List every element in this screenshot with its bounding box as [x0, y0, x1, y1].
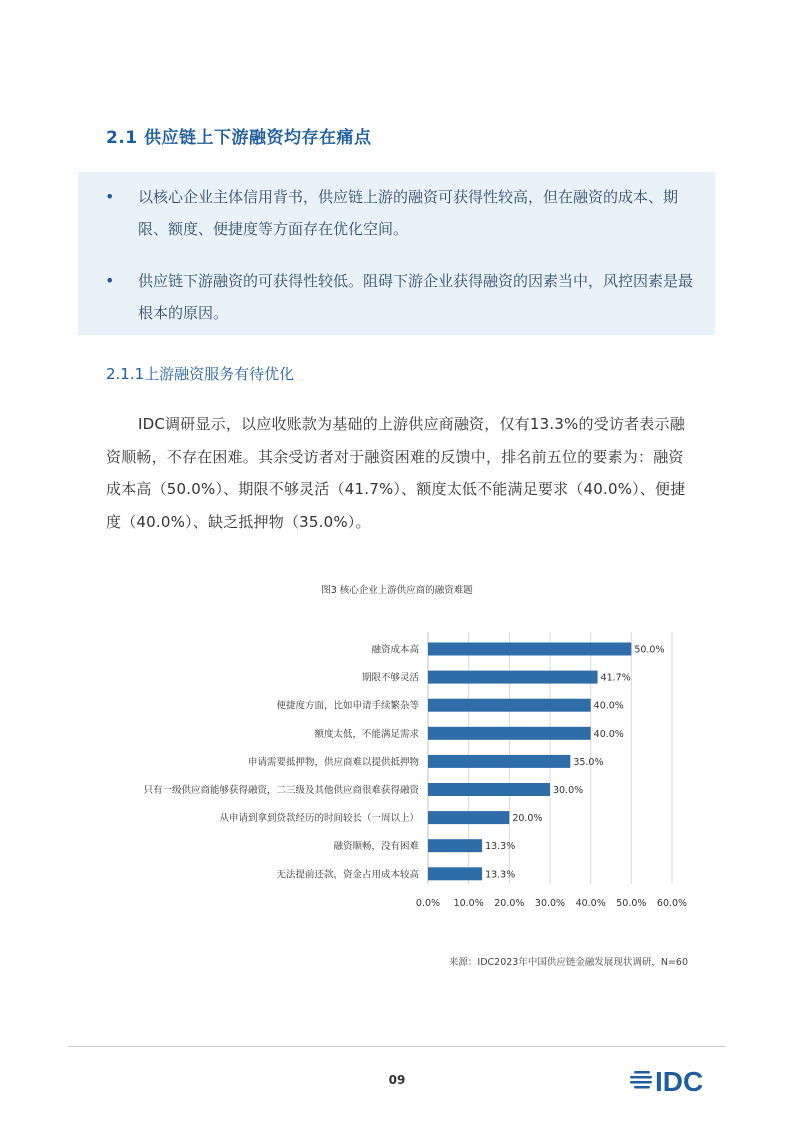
x-tick-label: 50.0% — [616, 898, 647, 909]
bar-chart — [0, 620, 794, 920]
key-point-2: 供应链下游融资的可获得性较低。阻碍下游企业获得融资的因素当中，风控因素是最根本的原因。 — [138, 272, 694, 322]
chart-bar — [428, 755, 570, 768]
section-title: 2.1 供应链上下游融资均存在痛点 — [106, 128, 372, 148]
x-tick-label: 10.0% — [453, 898, 484, 909]
chart-bar — [428, 727, 591, 740]
x-tick-label: 20.0% — [494, 898, 525, 909]
logo-stripes-icon — [630, 1071, 652, 1089]
chart-bar — [428, 643, 631, 656]
bar-value-label: 20.0% — [512, 813, 543, 825]
category-label: 期限不够灵活 — [361, 672, 419, 684]
bar-value-label: 40.0% — [593, 700, 624, 712]
subsection-title: 2.1.1上游融资服务有待优化 — [106, 365, 295, 383]
figure-source: 来源：IDC2023年中国供应链金融发展现状调研，N=60 — [448, 957, 688, 968]
bar-value-label: 13.3% — [485, 841, 516, 853]
bar-value-label: 30.0% — [553, 785, 584, 796]
chart-bar — [428, 671, 598, 684]
bar-value-label: 50.0% — [634, 644, 665, 656]
x-tick-label: 40.0% — [575, 898, 606, 909]
footer-divider — [68, 1046, 726, 1047]
body-paragraph: IDC调研显示，以应收账款为基础的上游供应商融资，仅有13.3%的受访者表示融资顺畅，不存在困难。其余受访者对于融资困难的反馈中，排名前五位的要素为：融资成本高（50.0%）、期限不够灵活（41.7%）、额度太低不能满足要求（40.0%）、便捷度（40.0%）、缺乏抵押物（35.0%）。 — [106, 415, 686, 531]
chart-bar — [428, 839, 482, 852]
figure-caption: 图3 核心企业上游供应商的融资难题 — [321, 585, 473, 596]
chart-bar — [428, 811, 509, 824]
category-label: 便捷度方面，比如申请手续繁杂等 — [276, 700, 419, 712]
bar-value-label: 35.0% — [573, 756, 604, 768]
x-tick-label: 0.0% — [415, 898, 441, 909]
x-tick-label: 30.0% — [534, 898, 566, 909]
category-label: 融资顺畅，没有困难 — [333, 841, 419, 853]
page-number: 09 — [388, 1073, 406, 1087]
bar-value-label: 40.0% — [593, 728, 624, 740]
category-label: 融资成本高 — [371, 644, 419, 656]
logo-wordmark: IDC — [655, 1066, 704, 1097]
chart-bar — [428, 867, 482, 880]
category-label: 申请需要抵押物，供应商难以提供抵押物 — [247, 756, 419, 768]
bar-value-label: 41.7% — [600, 672, 631, 684]
chart-bar — [428, 783, 550, 796]
key-point-1: 以核心企业主体信用背书，供应链上游的融资可获得性较高，但在融资的成本、期限、额度、便捷度等方面存在优化空间。 — [138, 188, 679, 238]
category-label: 额度太低，不能满足需求 — [314, 728, 419, 740]
chart-bar — [428, 699, 591, 712]
category-label: 无法提前还款，资金占用成本较高 — [276, 869, 419, 881]
bullet-icon: • — [105, 271, 115, 290]
bullet-icon: • — [105, 187, 115, 206]
category-label: 从申请到拿到贷款经历的时间较长（一周以上） — [219, 813, 419, 825]
x-tick-label: 60.0% — [656, 898, 688, 909]
idc-logo — [628, 1062, 728, 1098]
bar-value-label: 13.3% — [485, 869, 516, 881]
category-label: 只有一级供应商能够获得融资，二三级及其他供应商很难获得融资 — [143, 785, 419, 796]
